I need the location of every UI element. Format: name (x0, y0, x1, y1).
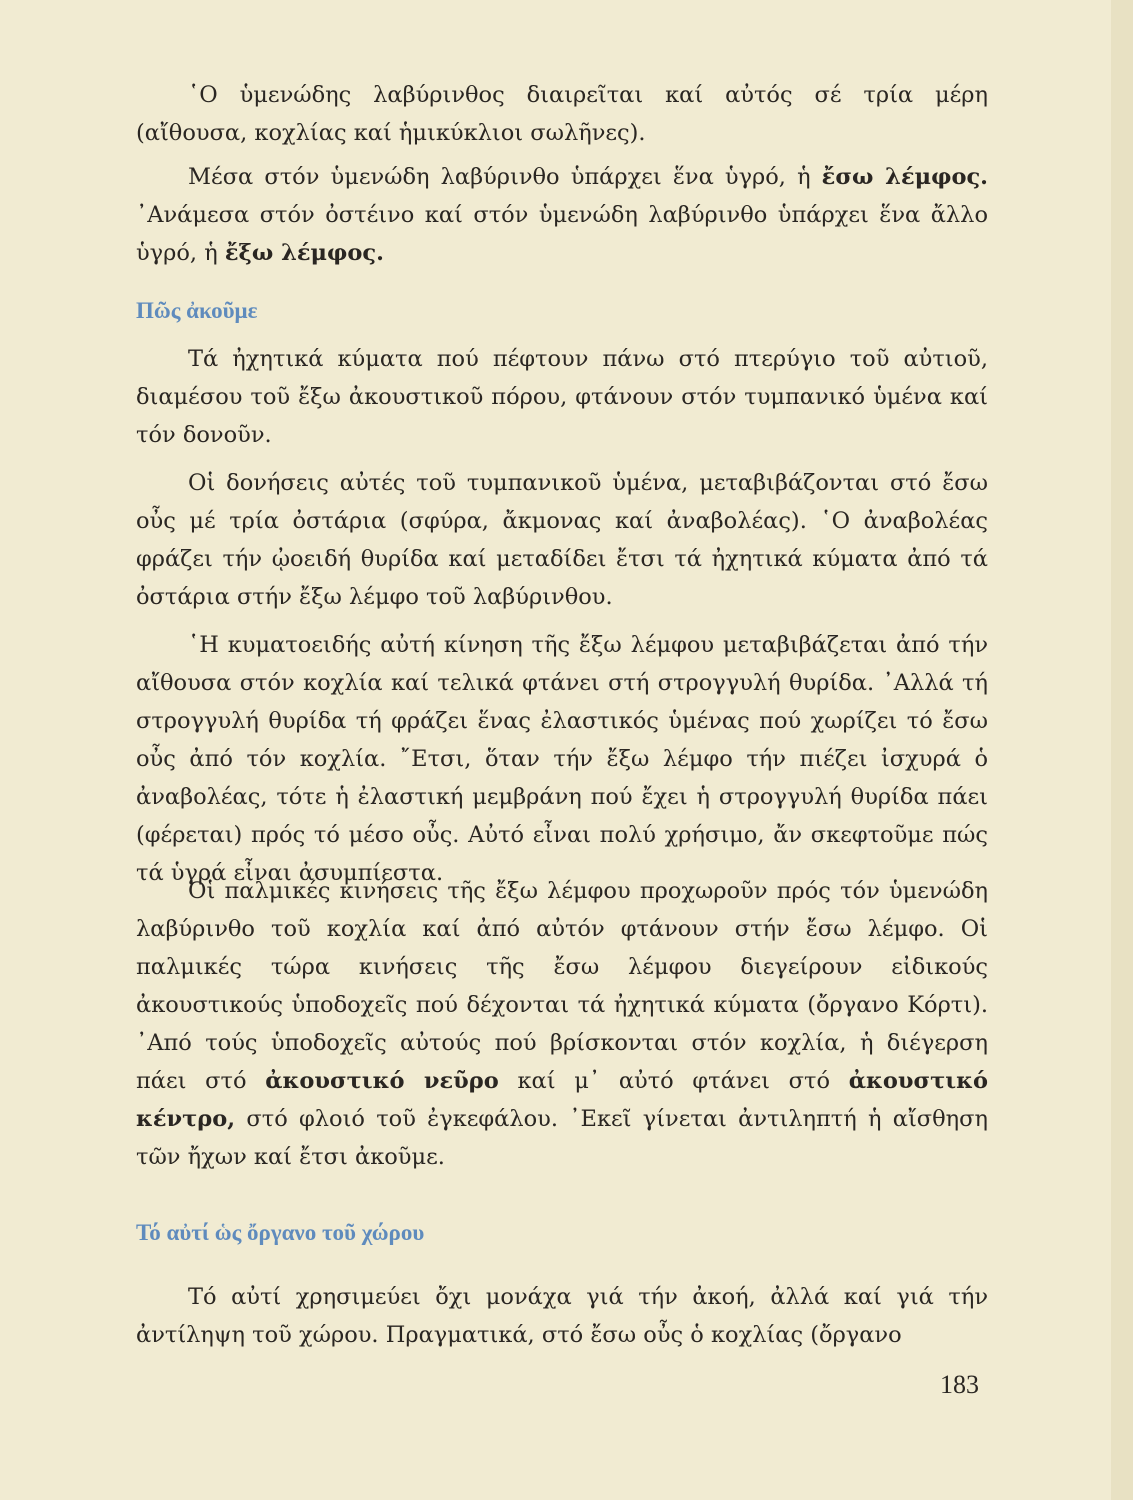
intro-paragraph-2-text-a: Μέσα στόν ὑμενώδη λαβύρινθο ὑπάρχει ἕνα ὑγρό, ἡ (188, 164, 822, 190)
section1-text (136, 340, 988, 892)
intro-paragraph-2-text-b: ᾿Ανάμεσα στόν ὀστέινο καί στόν ὑμενώδη λαβύρινθο ὑπάρχει ἕνα ἄλλο ὑγρό, ἡ (136, 202, 988, 266)
section1-paragraph-4-text-a: Οἱ παλμικές κινήσεις τῆς ἔξω λέμφου προχωροῦν πρός τόν ὑμενώδη λαβύρινθο τοῦ κοχλία καί ἀπό αὐτόν φτάνουν στήν ἔσω λέμφο. Οἱ παλμικές τώρα κινήσεις τῆς ἔσω λέμφου διεγείρουν εἰδικούς ἀκουστικούς ὑποδοχεῖς πού δέχονται τά ἠχητικά κύματα (ὄργανο Κόρτι). ᾿Από τούς ὑποδοχεῖς αὐτούς πού βρίσκονται στόν κοχλία, ἡ διέγερση πάει στό (136, 878, 988, 1094)
intro-paragraph-1: ῾Ο ὑμενώδης λαβύρινθος διαιρεῖται καί αὐτός σέ τρία μέρη (αἴθουσα, κοχλίας καί ἡμικύκλιοι σωλῆνες). (136, 82, 988, 146)
section1-paragraph-3: ῾Η κυματοειδής αὐτή κίνηση τῆς ἔξω λέμφου μεταβιβάζεται ἀπό τήν αἴθουσα στόν κοχλία καί τελικά φτάνει στή στρογγυλή θυρίδα. ᾿Αλλά τή στρογγυλή θυρίδα τή φράζει ἕνας ἐλαστικός ὑμένας πού χωρίζει τό ἔσω οὖς ἀπό τόν κοχλία. ῎Ετσι, ὅταν τήν ἔξω λέμφο τήν πιέζει ἰσχυρά ὁ ἀναβολέας, τότε ἡ ἐλαστική μεμβράνη πού ἔχει ἡ στρογγυλή θυρίδα πάει (φέρεται) πρός τό μέσο οὖς. Αὐτό εἶναι πολύ χρήσιμο, ἄν σκεφτοῦμε πώς τά ὑγρά εἶναι ἀσυμπίεστα. (136, 632, 988, 886)
page-number: 183 (940, 1370, 979, 1399)
section1-paragraph-4-text-c: στό φλοιό τοῦ ἐγκεφάλου. ᾿Εκεῖ γίνεται ἀντιληπτή ἡ αἴσθηση τῶν ἤχων καί ἔτσι ἀκοῦμε. (136, 1106, 988, 1170)
term-acoustic-nerve: ἀκουστικό νεῦρο (265, 1068, 499, 1094)
section1-paragraph-1: Τά ἠχητικά κύματα πού πέφτουν πάνω στό πτερύγιο τοῦ αὐτιοῦ, διαμέσου τοῦ ἔξω ἀκουστικοῦ πόρου, φτάνουν στόν τυμπανικό ὑμένα καί τόν δονοῦν. (136, 346, 988, 448)
term-outer-lymph: ἔξω λέμφος. (224, 240, 384, 266)
intro-text (136, 76, 988, 272)
section1-paragraph-4-text-b: καί μ᾿ αὐτό φτάνει στό (498, 1068, 849, 1094)
term-inner-lymph: ἔσω λέμφος. (821, 164, 988, 190)
page-edge (1111, 0, 1133, 1500)
section1-text-continued (136, 872, 988, 1176)
section-heading-how-we-hear: Πῶς ἀκοῦμε (136, 298, 258, 323)
section2-paragraph-1: Τό αὐτί χρησιμεύει ὄχι μονάχα γιά τήν ἀκοή, ἀλλά καί γιά τήν ἀντίληψη τοῦ χώρου. Πραγματικά, στό ἔσω οὖς ὁ κοχλίας (ὄργανο (136, 1284, 988, 1348)
section-heading-ear-as-space-organ: Τό αὐτί ὡς ὄργανο τοῦ χώρου (136, 1220, 425, 1245)
intro-paragraph-2 (136, 158, 988, 272)
section1-paragraph-2: Οἱ δονήσεις αὐτές τοῦ τυμπανικοῦ ὑμένα, μεταβιβάζονται στό ἔσω οὖς μέ τρία ὀστάρια (σφύρα, ἄκμονας καί ἀναβολέας). ῾Ο ἀναβολέας φράζει τήν ᾠοειδή θυρίδα καί μεταδίδει ἔτσι τά ἠχητικά κύματα ἀπό τά ὀστάρια στήν ἔξω λέμφο τοῦ λαβύρινθου. (136, 470, 988, 610)
section2-text (136, 1278, 988, 1354)
term-acoustic-center: ἀκουστικό κέντρο, (136, 1068, 988, 1132)
section1-paragraph-4 (136, 872, 988, 1176)
